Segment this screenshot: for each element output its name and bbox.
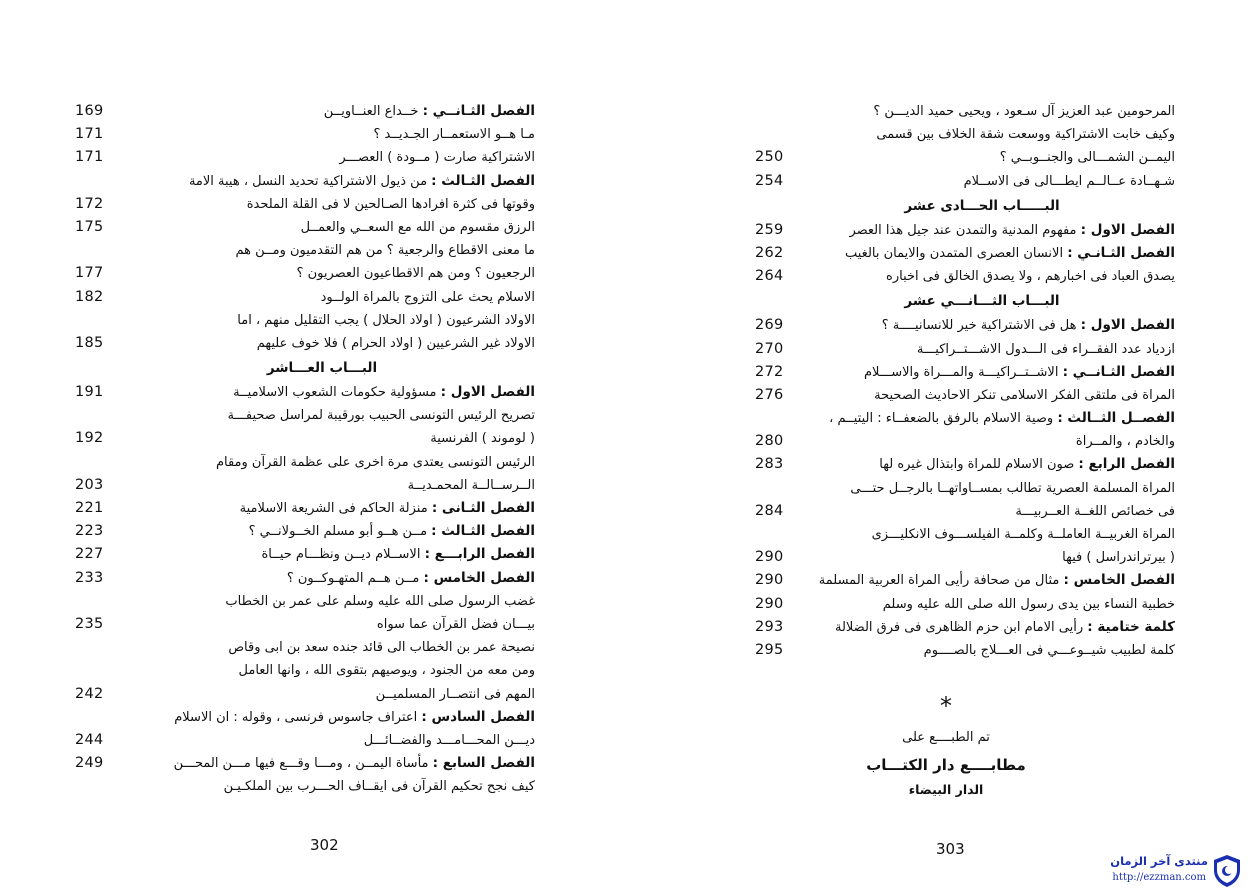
entry-page-number: 203 <box>75 476 104 493</box>
entry-page-number: 171 <box>75 126 104 143</box>
toc-entry <box>755 100 1175 123</box>
entry-title: المرحومين عبد العزيز آل سـعود ، ويحيى حميد الديـــن ؟ <box>873 104 1175 119</box>
page-number: 303 <box>936 840 965 858</box>
entry-title: من ذيول الاشتراكية تحديد النسل ، هيبة الامة <box>188 173 432 189</box>
entry-text <box>789 314 1175 337</box>
chapter-label: الفصل الثـالث : <box>431 523 535 540</box>
chapter-label: الفصل الرابع : <box>1078 456 1175 473</box>
entry-title: خــداع العنــاويــن <box>323 104 423 119</box>
entry-page-number: 249 <box>75 755 104 772</box>
entry-title: والخادم ، والمــراة <box>1075 434 1175 450</box>
colophon-publisher: مطابــــع دار الكتـــاب <box>866 756 1026 774</box>
entry-title: رأيى الامام ابن حزم الظاهرى فى فرق الضلالة <box>834 619 1088 635</box>
entry-title: ازدياد عدد الفقــراء فى الـــدول الاشـــتــراكيـــة <box>916 341 1175 357</box>
toc-entry <box>75 381 535 404</box>
entry-title: اليمــن الشمـــالى والجنــوبــي ؟ <box>999 150 1175 166</box>
chapter-label: الفصل الاول : <box>1080 317 1175 334</box>
entry-text <box>789 523 1175 546</box>
entry-title: الاولاد الشرعيون ( اولاد الحلال ) يجب التقليل منهم ، اما <box>237 312 535 328</box>
toc-entry <box>75 170 535 193</box>
entry-title: ( بيرتراندراسل ) فيها <box>1062 550 1175 566</box>
entry-text <box>789 338 1175 361</box>
entry-text <box>789 384 1175 407</box>
entry-title: مثال من صحافة رأيى المراة العربية المسلمة <box>818 573 1064 589</box>
entry-text <box>109 590 535 613</box>
entry-title: هل فى الاشتراكية خير للانسانيــــة ؟ <box>881 318 1081 334</box>
entry-text <box>109 146 535 169</box>
toc-entry <box>75 543 535 566</box>
entry-text <box>109 193 535 216</box>
entry-page-number: 221 <box>75 500 104 516</box>
entry-title: الرجعيون ؟ ومن هم الاقطاعيون العصريون ؟ <box>296 266 535 282</box>
toc-entry <box>755 314 1175 337</box>
entry-page-number: 272 <box>755 363 784 380</box>
section-heading <box>755 193 1175 219</box>
toc-entry <box>75 590 535 613</box>
entry-page-number: 177 <box>75 265 104 282</box>
entry-page-number: 242 <box>75 685 104 702</box>
entry-page-number: 250 <box>755 149 784 166</box>
chapter-label: الفصل الاول : <box>440 384 535 401</box>
chapter-label: الفصــل الثــالث : <box>1057 410 1175 427</box>
entry-page-number: 290 <box>755 595 784 612</box>
entry-page-number: 284 <box>755 502 784 519</box>
entry-title: الاولاد غير الشرعيين ( اولاد الحرام ) فلا خوف عليهم <box>256 335 535 351</box>
colophon-city: الدار البيضاء <box>908 782 984 797</box>
entry-title: اعتراف جاسوس فرنسى ، وقوله : ان الاسلام <box>174 709 422 725</box>
chapter-label: كلمة ختامية : <box>1087 618 1175 635</box>
separator-star: * <box>940 692 952 720</box>
entry-text <box>789 569 1175 592</box>
entry-text <box>109 752 535 775</box>
toc-entry <box>75 497 535 520</box>
entry-title: الرزق مقسوم من الله مع السعــي والعمــل <box>300 219 535 235</box>
toc-entry <box>755 477 1175 500</box>
toc-entry <box>75 659 535 682</box>
entry-text <box>109 216 535 239</box>
entry-title: كلمة لطبيب شيــوعـــي فى العـــلاج بالصــــوم <box>923 642 1175 658</box>
entry-title: المراة المسلمة العصرية تطالب بمســاواتهــا بالرجــل حتـــى <box>850 480 1175 496</box>
entry-text <box>789 477 1175 500</box>
toc-entry <box>75 146 535 169</box>
chapter-label: الفصل الخامس : <box>1063 572 1175 589</box>
entry-text <box>109 706 535 729</box>
entry-title: وصية الاسلام بالرفق بالضعفــاء : اليتيــم ، <box>829 411 1058 427</box>
entry-text <box>109 474 535 497</box>
toc-entry <box>75 567 535 590</box>
entry-page-number: 269 <box>755 317 784 334</box>
chapter-label: الفصل الثـانــي : <box>422 103 535 119</box>
toc-entry <box>755 170 1175 193</box>
watermark-title: منتدى آخر الزمان <box>1110 854 1208 868</box>
page-number: 302 <box>310 836 339 854</box>
toc-entry <box>75 309 535 332</box>
entry-text <box>789 453 1175 476</box>
entry-text <box>789 242 1175 265</box>
toc-entry <box>75 404 535 427</box>
entry-page-number: 295 <box>755 641 784 658</box>
colophon-line: تم الطبــــع على <box>902 730 990 745</box>
toc-entry <box>755 500 1175 523</box>
entry-page-number: 171 <box>75 149 104 166</box>
entry-text <box>789 100 1175 123</box>
entry-text <box>109 404 535 427</box>
entry-text <box>109 170 535 193</box>
toc-entry <box>75 286 535 309</box>
entry-title: الاشتراكية صارت ( مــودة ) العصـــر <box>339 150 535 166</box>
toc-entry <box>75 636 535 659</box>
toc-entry <box>755 384 1175 407</box>
toc-entry <box>755 546 1175 569</box>
toc-entry <box>75 239 535 262</box>
shield-logo-icon <box>1212 854 1242 888</box>
entry-text <box>109 286 535 309</box>
entry-title: تصريح الرئيس التونسى الحبيب بورقيبة لمراسل صحيفـــة <box>227 408 535 424</box>
entry-text <box>109 381 535 404</box>
chapter-label: الفصل الثـانـي : <box>1067 244 1175 261</box>
entry-text <box>109 239 535 262</box>
toc-entry <box>75 262 535 285</box>
entry-page-number: 276 <box>755 386 784 403</box>
toc-entry <box>755 453 1175 476</box>
toc-entry <box>75 100 535 123</box>
toc-entry <box>755 593 1175 616</box>
forum-watermark[interactable] <box>1090 852 1250 892</box>
toc-entry <box>755 123 1175 146</box>
entry-title: مـا هــو الاستعمــار الجـديــد ؟ <box>373 127 535 143</box>
entry-text <box>109 729 535 752</box>
toc-entry <box>75 123 535 146</box>
entry-title: مفهوم المدنية والتمدن عند جيل هذا العصر <box>849 222 1081 238</box>
entry-title: الاسلام يحث على التزوج بالمراة الولــود <box>320 289 535 305</box>
entry-page-number: 259 <box>755 221 784 238</box>
toc-entry <box>75 520 535 543</box>
entry-text <box>789 265 1175 288</box>
entry-title: غضب الرسول صلى الله عليه وسلم على عمر بن الخطاب <box>225 593 535 609</box>
entry-page-number: 254 <box>755 172 784 189</box>
entry-title: يصدق العباد فى اخبارهم ، ولا يصدق الخالق فى اخباره <box>886 269 1175 285</box>
entry-page-number: 290 <box>755 572 784 589</box>
entry-page-number: 185 <box>75 334 104 351</box>
entry-text <box>789 546 1175 569</box>
entry-title: المهم فى انتصــار المسلميــن <box>375 686 535 702</box>
entry-title: صون الاسلام للمراة وابتذال غيره لها <box>879 457 1079 473</box>
toc-entry <box>755 430 1175 453</box>
toc-entry <box>755 338 1175 361</box>
entry-text <box>109 567 535 590</box>
entry-text <box>109 636 535 659</box>
entry-title: خطبية النساء بين يدى رسول الله صلى الله عليه وسلم <box>882 596 1175 612</box>
entry-text <box>109 497 535 520</box>
entry-title: كيف نجح تحكيم القرآن فى ايقــاف الحـــرب بين الملكـيـن <box>223 779 535 795</box>
entry-page-number: 191 <box>75 384 104 401</box>
chapter-label: الفصل السادس : <box>421 708 535 725</box>
table-of-contents <box>755 100 1175 662</box>
entry-text <box>109 520 535 543</box>
toc-entry <box>75 683 535 706</box>
entry-page-number: 290 <box>755 549 784 566</box>
entry-page-number: 264 <box>755 268 784 285</box>
toc-entry <box>75 729 535 752</box>
toc-entry <box>755 146 1175 169</box>
section-title: البـــاب العـــاشر <box>266 360 378 377</box>
chapter-label: الفصل الثـانى : <box>431 500 535 516</box>
toc-entry <box>75 613 535 636</box>
toc-entry <box>75 752 535 775</box>
entry-page-number: 244 <box>75 731 104 748</box>
toc-entry <box>75 706 535 729</box>
entry-page-number: 169 <box>75 103 104 119</box>
section-title: البـــــاب الحـــادى عشر <box>904 197 1060 214</box>
toc-entry <box>755 523 1175 546</box>
entry-text <box>109 659 535 682</box>
toc-entry <box>75 474 535 497</box>
entry-page-number: 270 <box>755 340 784 357</box>
entry-text <box>109 309 535 332</box>
entry-text <box>789 593 1175 616</box>
entry-page-number: 235 <box>75 615 104 632</box>
entry-title: فى خصائص اللغــة العــربيـــة <box>1015 503 1175 519</box>
entry-title: وقوتها فى كثرة افرادها الصـالحين لا فى القلة الملحدة <box>246 196 535 212</box>
entry-title: منزلة الحاكم فى الشريعة الاسلامية <box>239 501 432 516</box>
watermark-url[interactable]: http://ezzman.com <box>1112 872 1206 883</box>
toc-entry <box>75 193 535 216</box>
entry-title: نصيحة عمر بن الخطاب الى قائد جنده سعد بن ابى وقاص <box>228 640 535 656</box>
entry-page-number: 283 <box>755 456 784 473</box>
chapter-label: الفصل الاول : <box>1080 221 1175 238</box>
entry-page-number: 293 <box>755 618 784 635</box>
toc-entry <box>755 616 1175 639</box>
toc-entry <box>755 361 1175 384</box>
entry-text <box>789 430 1175 453</box>
section-title: البـــاب الثـــانـــي عشر <box>904 293 1060 310</box>
toc-entry <box>75 451 535 474</box>
entry-text <box>789 361 1175 384</box>
toc-entry <box>75 775 535 798</box>
entry-text <box>109 683 535 706</box>
entry-title: الانسان العصرى المتمدن والايمان بالغيب <box>844 245 1068 261</box>
entry-text <box>109 332 535 355</box>
entry-title: وكيف خابت الاشتراكية ووسعت شقة الخلاف بين قسمى <box>876 127 1175 143</box>
entry-text <box>789 146 1175 169</box>
entry-title: الرئيس التونسى يعتدى مرة اخرى على عظمة القرآن ومقام <box>215 454 535 470</box>
entry-text <box>789 407 1175 430</box>
chapter-label: الفصل السابع : <box>432 755 535 772</box>
entry-title: ديـــن المحـــامـــد والفضــائـــل <box>363 732 535 748</box>
entry-title: مــن هــو أبو مسلم الخــولانــي ؟ <box>248 524 432 540</box>
entry-text <box>789 616 1175 639</box>
entry-title: المراة فى ملتقى الفكر الاسلامى تنكر الاحاديث الصحيحة <box>874 387 1175 403</box>
toc-entry <box>75 332 535 355</box>
section-heading <box>755 288 1175 314</box>
toc-entry <box>755 219 1175 242</box>
toc-entry <box>755 639 1175 662</box>
entry-page-number: 280 <box>755 433 784 450</box>
entry-text <box>109 775 535 798</box>
entry-title: شـهــادة عــالــم ايطـــالى فى الاســلام <box>963 173 1175 189</box>
toc-entry <box>755 242 1175 265</box>
toc-entry <box>75 216 535 239</box>
entry-title: ومن معه من الجنود ، ويوصيهم بتقوى الله ، وانها العامل <box>238 663 535 679</box>
entry-title: الاســلام ديــن ونظـــام حيــاة <box>261 547 425 563</box>
entry-page-number: 233 <box>75 569 104 586</box>
entry-page-number: 182 <box>75 288 104 305</box>
entry-text <box>109 123 535 146</box>
entry-title: ( لوموند ) الفرنسية <box>430 431 535 447</box>
toc-entry <box>755 265 1175 288</box>
entry-text <box>789 639 1175 662</box>
entry-page-number: 175 <box>75 218 104 235</box>
table-of-contents <box>75 100 535 798</box>
chapter-label: الفصل الرابـــع : <box>424 546 535 563</box>
entry-text <box>789 500 1175 523</box>
entry-title: بيـــان فضل القرآن عما سواه <box>376 616 535 632</box>
entry-page-number: 172 <box>75 195 104 212</box>
entry-page-number: 262 <box>755 244 784 261</box>
entry-title: ما معنى الاقطاع والرجعية ؟ من هم التقدميون ومــن هم <box>235 243 535 259</box>
section-heading <box>75 355 535 381</box>
entry-title: الــرســالــة المحمـديــة <box>407 477 535 493</box>
entry-title: الاشــتــراكيـــة والمـــراة والاســـلام <box>863 364 1063 380</box>
entry-text <box>109 451 535 474</box>
chapter-label: الفصل الثـالث : <box>431 172 535 189</box>
entry-page-number: 192 <box>75 430 104 447</box>
entry-page-number: 223 <box>75 523 104 540</box>
right-page <box>626 0 1252 894</box>
chapter-label: الفصل الخامس : <box>423 569 535 586</box>
chapter-label: الفصل الثـانــي : <box>1062 363 1175 380</box>
toc-entry <box>75 427 535 450</box>
entry-text <box>789 170 1175 193</box>
entry-title: مسؤولية حكومات الشعوب الاسلاميــة <box>233 385 441 401</box>
entry-title: مأساة اليمــن ، ومـــا وقـــع فيها مـــن المحـــن <box>173 756 433 772</box>
entry-title: مــن هــم المتهـوكــون ؟ <box>286 570 424 586</box>
entry-text <box>109 262 535 285</box>
entry-text <box>109 543 535 566</box>
entry-text <box>109 100 535 123</box>
toc-entry <box>755 407 1175 430</box>
entry-text <box>109 427 535 450</box>
entry-page-number: 227 <box>75 546 104 563</box>
entry-title: المراة الغربيــة العاملــة وكلمــة الفيلســـوف الانكليـــزى <box>871 527 1175 542</box>
entry-text <box>109 613 535 636</box>
toc-entry <box>755 569 1175 592</box>
entry-text <box>789 123 1175 146</box>
entry-text <box>789 219 1175 242</box>
